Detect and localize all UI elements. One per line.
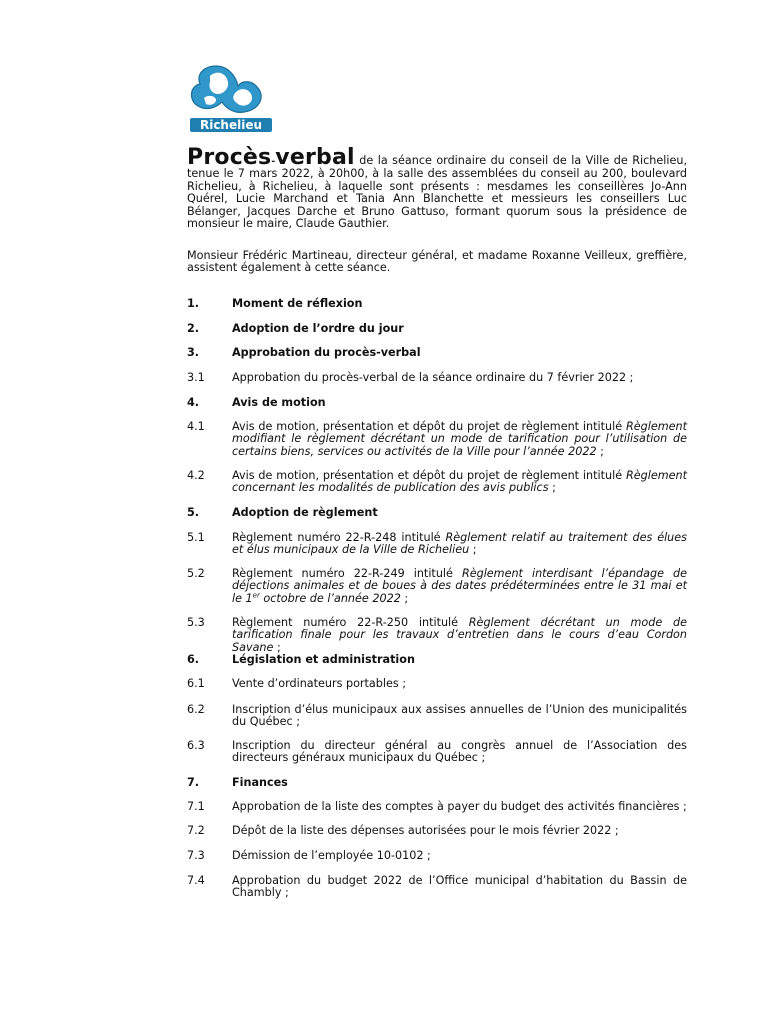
agenda-item-text xyxy=(232,532,687,557)
attendance-paragraph: Monsieur Frédéric Martineau, directeur général, et madame Roxanne Veilleux, greffière, assistent également à cette séance. xyxy=(187,249,687,275)
agenda-item-text-plain: Avis de motion xyxy=(232,396,326,409)
document-title xyxy=(187,145,355,170)
agenda-item-bylaw-title: Règlement décrétant un mode de tarification finale pour les travaux d’entretien dans le cours d’eau Cordon Savane xyxy=(232,616,687,654)
agenda-item-text xyxy=(232,421,687,458)
agenda-item-text-plain: Approbation du procès-verbal xyxy=(232,346,421,359)
agenda-item-bylaw-title: Règlement modifiant le règlement décrétant un mode de tarification pour l’utilisation de certains biens, services ou activités de la Ville pour l’année 2022 xyxy=(232,420,687,458)
agenda-item-text xyxy=(232,323,687,335)
agenda-item-number: 6. xyxy=(187,653,200,666)
agenda-item-text-plain: Législation et administration xyxy=(232,653,415,666)
agenda-item-text xyxy=(232,740,687,765)
title-word-2: verbal xyxy=(275,145,355,170)
agenda-item-text-plain: Inscription du directeur général au congrès annuel de l’Association des directeurs généraux municipaux du Québec ; xyxy=(232,739,687,765)
agenda-item-text-plain: Règlement numéro 22-R-249 intitulé xyxy=(232,567,462,580)
agenda-item-number: 7. xyxy=(187,776,200,789)
agenda-item-bylaw-title: Règlement concernant les modalités de publication des avis publics xyxy=(232,469,687,495)
agenda-item-number: 4.1 xyxy=(187,420,205,433)
agenda-item-number: 2. xyxy=(187,322,200,335)
agenda-item-text xyxy=(232,347,687,359)
intro-text: de la séance ordinaire du conseil de la Ville de Richelieu, tenue le 7 mars 2022, à 20h00, à la salle des assemblées du conseil au 200, boulevard Richelieu, à Richelieu, à laquelle sont présents : mesdames les conseillères Jo-Ann Quérel, Lucie Marchand et Tania Ann Blanchette et messieurs les conseillers Luc Bélanger, Jacques Darche et Bruno Gattuso, formant quorum sous la présidence de monsieur le maire, Claude Gauthier. xyxy=(187,154,687,231)
agenda-item-text xyxy=(232,617,687,654)
agenda-item-number: 6.1 xyxy=(187,677,205,690)
agenda-item-text xyxy=(232,801,687,813)
agenda-item-text-plain: Moment de réflexion xyxy=(232,297,363,310)
agenda-item-text xyxy=(232,777,687,789)
agenda-item-terminator: ; xyxy=(469,543,477,557)
agenda-item-text xyxy=(232,704,687,729)
agenda-item-text-plain: Avis de motion, présentation et dépôt du projet de règlement intitulé xyxy=(232,420,626,433)
agenda-item-terminator: ; xyxy=(273,640,281,654)
agenda-item-text xyxy=(232,825,687,837)
agenda-item-text-plain: Approbation du budget 2022 de l’Office municipal d’habitation du Bassin de Chambly ; xyxy=(232,874,687,900)
agenda-item-text-plain: Règlement numéro 22-R-250 intitulé xyxy=(232,616,469,629)
agenda-item-text xyxy=(232,397,687,409)
agenda-item-text xyxy=(232,507,687,519)
agenda-item-terminator: ; xyxy=(400,591,409,605)
agenda-item-text xyxy=(232,875,687,900)
agenda-item-terminator: ; xyxy=(548,481,556,495)
agenda-item-text-plain: Dépôt de la liste des dépenses autorisées pour le mois février 2022 ; xyxy=(232,824,619,837)
title-dash: - xyxy=(271,157,276,167)
agenda-item-number: 5. xyxy=(187,506,200,519)
agenda-item-text-plain: Finances xyxy=(232,776,288,789)
agenda-item-text-plain: Démission de l’employée 10-0102 ; xyxy=(232,849,431,862)
agenda-item-text-plain: Approbation du procès-verbal de la séance ordinaire du 7 février 2022 ; xyxy=(232,371,634,384)
agenda-item-text-plain: Vente d’ordinateurs portables ; xyxy=(232,677,407,690)
agenda-item-bylaw-title-cont: octobre de l’année 2022 xyxy=(259,591,401,605)
title-word-1: Procès xyxy=(187,145,272,170)
agenda-item-text xyxy=(232,470,687,495)
agenda-item-number: 3.1 xyxy=(187,371,205,384)
agenda-item-number: 5.3 xyxy=(187,616,205,629)
agenda-item-bylaw-title: Règlement interdisant l’épandage de déjections animales et de boues à des dates prédéterminées entre le 31 mai et le 1 xyxy=(232,567,687,605)
agenda-item-number: 3. xyxy=(187,346,200,359)
agenda-item-text-plain: Approbation de la liste des comptes à payer du budget des activités financières ; xyxy=(232,800,687,813)
agenda-item-number: 5.2 xyxy=(187,567,205,580)
agenda-item-number: 4. xyxy=(187,396,200,409)
agenda-item-text xyxy=(232,678,687,690)
agenda-item-text-plain: Adoption de l’ordre du jour xyxy=(232,322,404,335)
agenda-item-number: 7.3 xyxy=(187,849,205,862)
agenda-item-terminator: ; xyxy=(596,444,604,458)
intro-paragraph xyxy=(187,145,687,231)
agenda-item-number: 6.2 xyxy=(187,703,205,716)
agenda-item-number: 5.1 xyxy=(187,531,205,544)
agenda-item-text-plain: Inscription d’élus municipaux aux assises annuelles de l’Union des municipalités du Québec ; xyxy=(232,703,687,729)
agenda-item-number: 7.2 xyxy=(187,824,205,837)
agenda-item-text xyxy=(232,568,687,605)
logo-text: Richelieu xyxy=(199,118,263,132)
agenda-item-number: 6.3 xyxy=(187,739,205,752)
agenda-item-number: 1. xyxy=(187,297,200,310)
agenda-item-text xyxy=(232,850,687,862)
agenda-item-text-plain: Adoption de règlement xyxy=(232,506,378,519)
agenda-item-number: 7.1 xyxy=(187,800,205,813)
richelieu-logo xyxy=(186,58,276,134)
agenda-item-number: 7.4 xyxy=(187,874,205,887)
agenda-item-number: 4.2 xyxy=(187,469,205,482)
richelieu-logo-icon xyxy=(186,58,276,134)
agenda-item-text xyxy=(232,298,687,310)
agenda-item-bylaw-title: Règlement relatif au traitement des élues et élus municipaux de la Ville de Richelieu xyxy=(232,531,687,557)
agenda-item-superscript: er xyxy=(252,591,260,600)
agenda-item-text-plain: Règlement numéro 22-R-248 intitulé xyxy=(232,531,446,544)
agenda-item-text xyxy=(232,372,687,384)
agenda-item-text xyxy=(232,654,687,666)
agenda-item-text-plain: Avis de motion, présentation et dépôt du projet de règlement intitulé xyxy=(232,469,626,482)
